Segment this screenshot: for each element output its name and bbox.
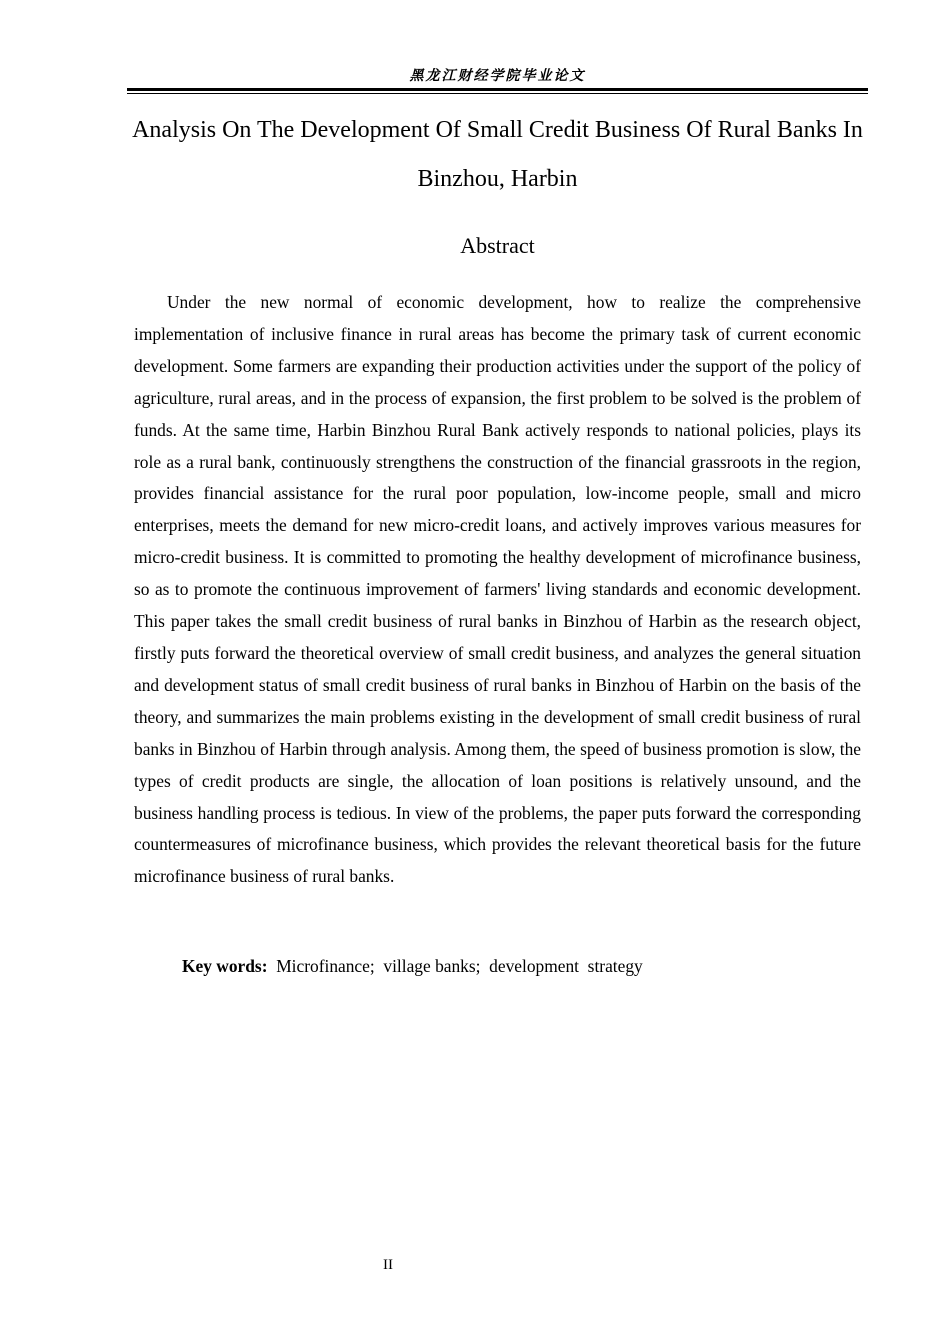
abstract-heading: Abstract bbox=[460, 233, 535, 258]
abstract-body: Under the new normal of economic development, how to realize the comprehensive implementation of inclusive finance in rural areas has become the primary task of current economic development. Some farmers are expanding their production activities under the support of the policy of agriculture, rural areas, and in the process of expansion, the first problem to be solved is the problem of funds. At the same time, Harbin Binzhou Rural Bank actively responds to national policies, plays its role as a rural bank, continuously strengthens the construction of the financial grassroots in the region, provides financial assistance for the rural poor population, low-income people, small and micro enterprises, meets the demand for new micro-credit loans, and actively improves various measures for micro-credit business. It is committed to promoting the healthy development of microfinance business, so as to promote the continuous improvement of farmers' living standards and economic development. This paper takes the small credit business of rural banks in Binzhou of Harbin as the research object, firstly puts forward the theoretical overview of small credit business, and analyzes the general situation and development status of small credit business of rural banks in Binzhou of Harbin on the basis of the theory, and summarizes the main problems existing in the development of small credit business of rural banks in Binzhou of Harbin through analysis. Among them, the speed of business promotion is slow, the types of credit products are single, the allocation of loan positions is relatively unsound, and the business handling process is tedious. In view of the problems, the paper puts forward the corresponding countermeasures of microfinance business, which provides the relevant theoretical basis for the future microfinance business of rural banks. bbox=[134, 292, 861, 887]
page-number: II bbox=[383, 1257, 393, 1273]
running-header: 黑龙江财经学院毕业论文 bbox=[409, 68, 586, 84]
keywords-text: Microfinance; village banks; development strategy bbox=[267, 956, 643, 976]
paper-title: Analysis On The Development Of Small Credit Business Of Rural Banks In Binzhou, Harbin bbox=[132, 117, 863, 192]
header-rule bbox=[127, 88, 868, 94]
keywords-line bbox=[182, 951, 842, 981]
keywords-label: Key words: bbox=[182, 956, 268, 976]
